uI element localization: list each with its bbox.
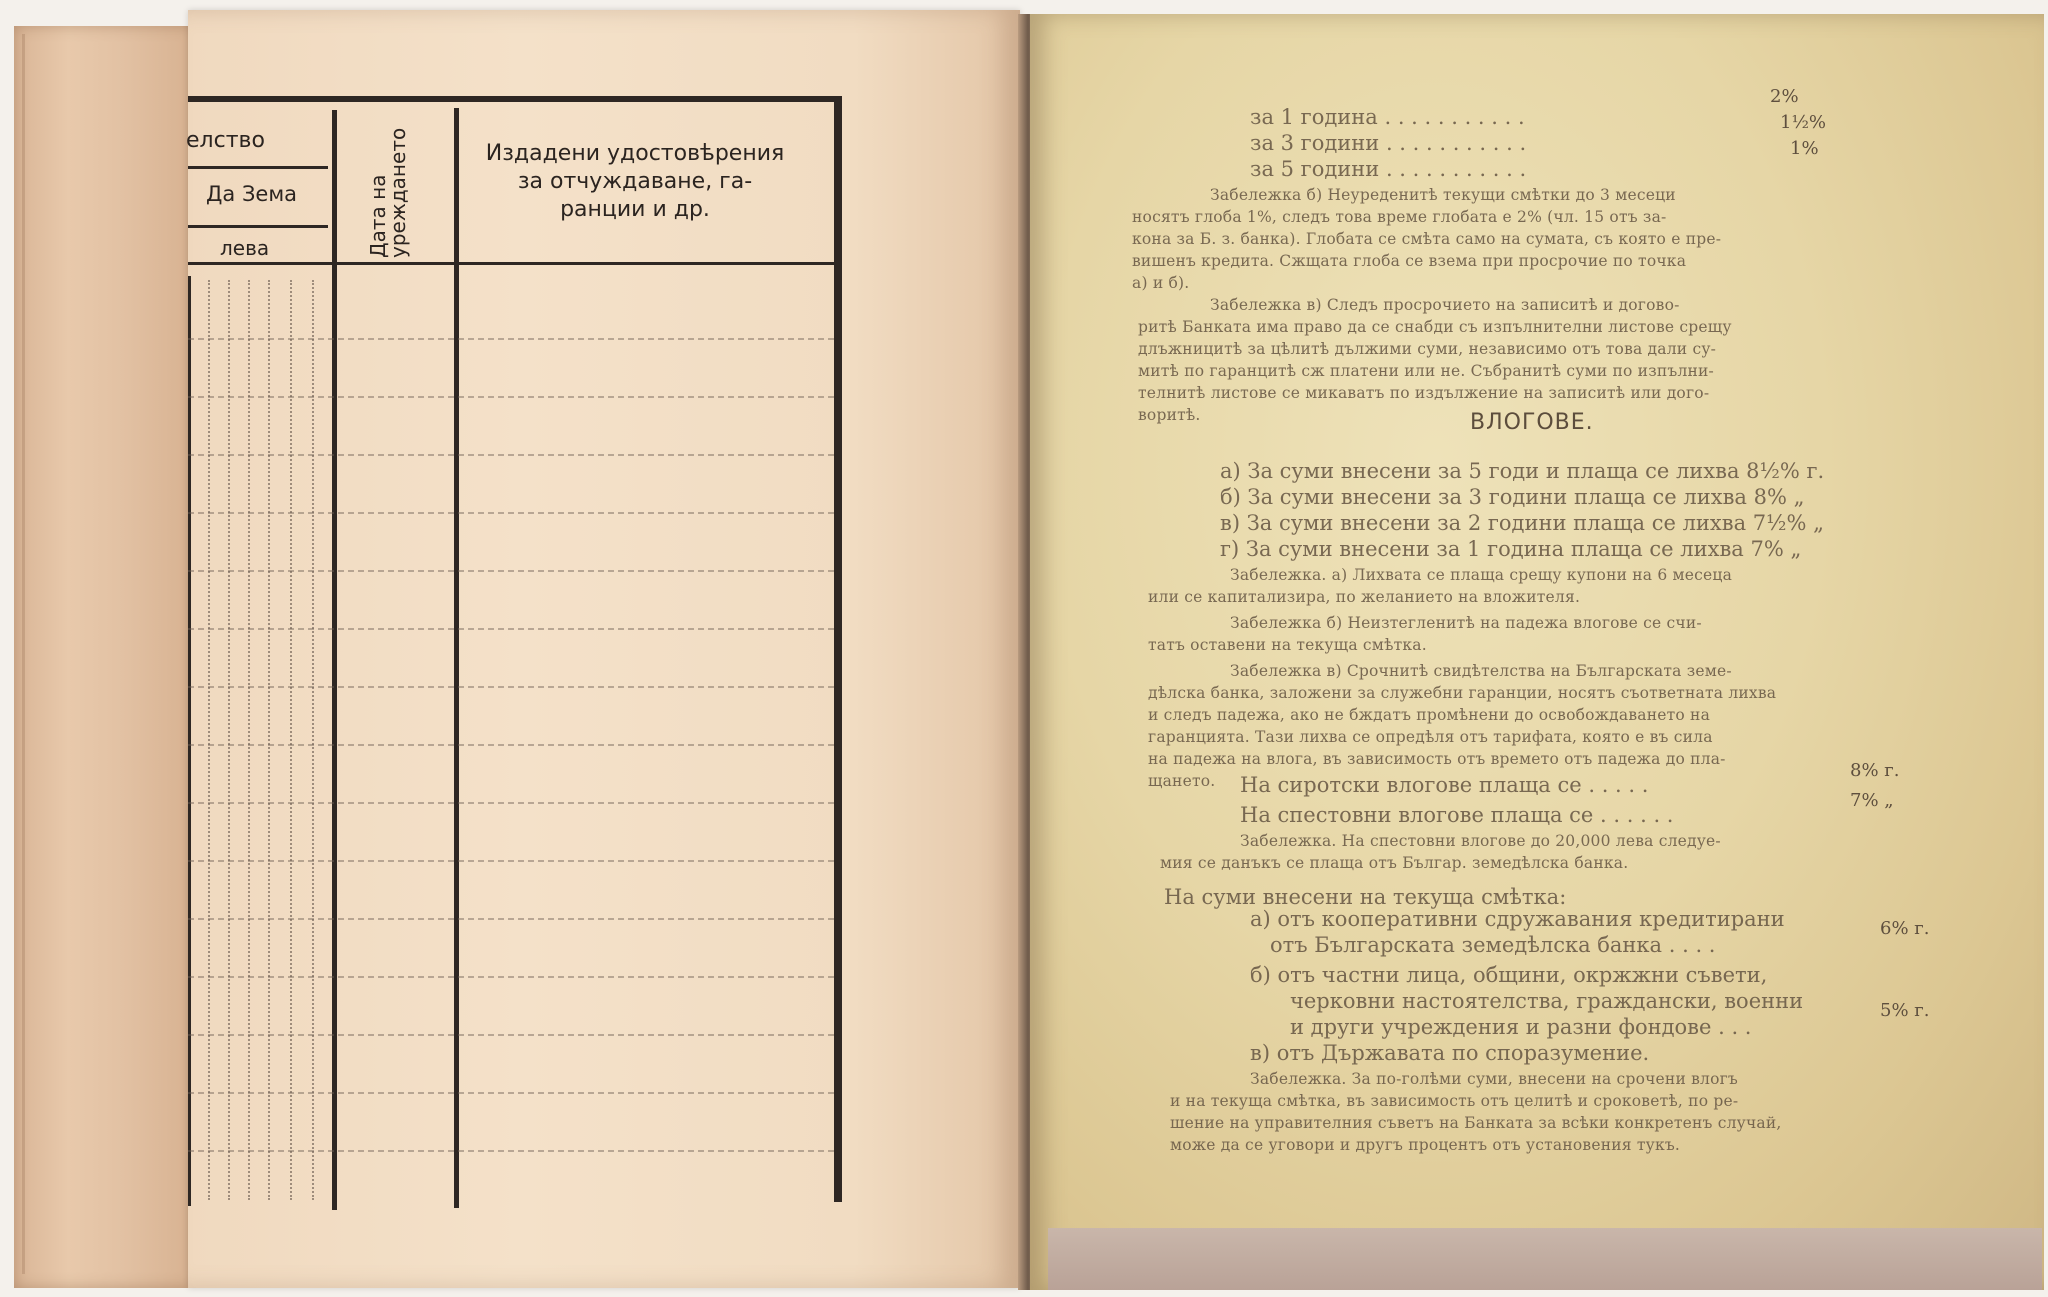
final-note-line: и на текуща смѣтка, въ зависимость отъ целитѣ и сроковетѣ, по ре-: [1170, 1092, 1739, 1110]
table-row-rule: [188, 628, 834, 630]
table-row-rule: [188, 686, 834, 688]
page-edges: [14, 26, 196, 1288]
current-account-rate: 5% г.: [1880, 1000, 1930, 1021]
col-header-quantity: елство: [186, 128, 265, 153]
table-row-rule: [188, 1150, 834, 1152]
table-row-rule: [188, 1034, 834, 1036]
savings-deposit-row: На спестовни влогове плаща се . . . . . .: [1240, 803, 1674, 827]
col-header-da-zema: Да Зема: [206, 182, 298, 206]
current-account-title: На суми внесени на текуща смѣтка:: [1164, 885, 1567, 909]
table-top-border: [188, 96, 840, 102]
table-row-rule: [188, 396, 834, 398]
cents-guide: [248, 280, 250, 1200]
deposit-note-line: на падежа на влога, въ зависимость отъ времето отъ падежа до пла-: [1148, 750, 1726, 768]
term-row: за 3 години . . . . . . . . . . .: [1250, 131, 1527, 155]
col-header-date: Дата на уреждането: [366, 127, 410, 258]
table-row-rule: [188, 860, 834, 862]
deposit-note-line: Забележка. а) Лихвата се плаща срещу купони на 6 месеца: [1230, 566, 1733, 584]
orphan-rate: 8% г.: [1850, 760, 1900, 781]
cents-guide: [268, 280, 270, 1200]
term-row: за 1 година . . . . . . . . . . .: [1250, 105, 1525, 129]
note-b-line: а) и б).: [1132, 274, 1190, 292]
table-row-rule: [188, 1092, 834, 1094]
note-b-line: Забележка б) Неуреденитѣ текущи смѣтки до 3 месеци: [1210, 186, 1676, 204]
final-note-line: Забележка. За по-голѣми суми, внесени на срочени влогъ: [1250, 1070, 1738, 1088]
orphan-deposit-row: На сиротски влогове плаща се . . . . .: [1240, 773, 1649, 797]
header-sub-rule-1: [188, 166, 328, 169]
note-v-line: длъжницитѣ за цѣлитѣ дължими суми, независимо отъ това дали су-: [1138, 340, 1717, 358]
term-rate: 1%: [1790, 138, 1819, 159]
header-bottom-rule: [188, 262, 834, 265]
term-rate: 2%: [1770, 86, 1799, 107]
right-page-bottom-strip: [1048, 1228, 2042, 1290]
table-row-rule: [188, 802, 834, 804]
current-account-item: черковни настоятелства, граждански, военни: [1290, 989, 1804, 1013]
note-v-line: ритѣ Банката има право да се снабди съ изпълнителни листове срещу: [1138, 318, 1732, 336]
note-b-line: носятъ глоба 1%, следъ това време глобата е 2% (чл. 15 отъ за-: [1132, 208, 1667, 226]
savings-rate: 7% „: [1850, 790, 1894, 811]
current-account-item: б) отъ частни лица, общини, окржжни съвети,: [1250, 963, 1768, 987]
table-row-rule: [188, 454, 834, 456]
current-account-item: и други учреждения и разни фондове . . .: [1290, 1015, 1752, 1039]
savings-note-line: мия се данъкъ се плаща отъ Българ. земедѣлска банка.: [1160, 854, 1629, 872]
final-note-line: шение на управителния съветъ на Банката за всѣки конкретенъ случай,: [1170, 1114, 1782, 1132]
col-header-certificates: Издадени удостовѣрения за отчуждаване, га- ранции и др.: [485, 141, 785, 222]
deposit-note-line: щането.: [1148, 772, 1216, 790]
note-b-line: кона за Б. з. банка). Глобата се смѣта само на сумата, съ която е пре-: [1132, 230, 1722, 248]
table-row-rule: [188, 918, 834, 920]
note-v-line: митѣ по гаранцитѣ сж платени или не. Събранитѣ суми по изпълни-: [1138, 362, 1714, 380]
term-row: за 5 години . . . . . . . . . . .: [1250, 157, 1527, 181]
deposit-row: б) За суми внесени за 3 години плаща се лихва 8% „: [1220, 485, 1805, 509]
deposit-note-line: татъ оставени на текуща смѣтка.: [1148, 636, 1427, 654]
deposit-note-line: Забележка в) Срочнитѣ свидѣтелства на Българската земе-: [1230, 662, 1732, 680]
current-account-item: в) отъ Държавата по споразумение.: [1250, 1041, 1650, 1065]
deposit-note-line: и следъ падежа, ако не бждатъ промѣнени до освобождаването на: [1148, 706, 1711, 724]
column-divider-2: [454, 108, 459, 1208]
table-row-rule: [188, 744, 834, 746]
column-divider-1: [332, 110, 337, 1210]
table-right-border: [834, 96, 842, 1202]
deposit-row: а) За суми внесени за 5 годи и плаща се лихва 8½% г.: [1220, 459, 1825, 483]
table-row-rule: [188, 512, 834, 514]
current-account-item: отъ Българската земедѣлска банка . . . .: [1270, 933, 1716, 957]
header-sub-rule-2: [188, 225, 328, 228]
table-row-rule: [188, 338, 834, 340]
deposit-note-line: Забележка б) Неизтегленитѣ на падежа влогове се счи-: [1230, 614, 1702, 632]
current-account-item: а) отъ кооперативни сдружавания кредитирани: [1250, 907, 1785, 931]
cents-guide: [290, 280, 292, 1200]
note-v-line: телнитѣ листове се микаватъ по издължение на записитѣ или дого-: [1138, 384, 1710, 402]
final-note-line: може да се уговори и другъ процентъ отъ установения тукъ.: [1170, 1136, 1681, 1154]
note-b-line: вишенъ кредита. Сжщата глоба се взема при просрочие по точка: [1132, 252, 1687, 270]
table-row-rule: [188, 976, 834, 978]
term-rate: 1½%: [1780, 112, 1827, 133]
savings-note-line: Забележка. На спестовни влогове до 20,000 лева следуе-: [1240, 832, 1721, 850]
note-v-line: Забележка в) Следъ просрочието на записитѣ и догово-: [1210, 296, 1680, 314]
deposit-note-line: или се капитализира, по желанието на вложителя.: [1148, 588, 1581, 606]
column-divider-left: [188, 276, 191, 1206]
cents-guide: [228, 280, 230, 1200]
deposit-note-line: дѣлска банка, заложени за служебни гаранции, носятъ съответната лихва: [1148, 684, 1777, 702]
current-account-rate: 6% г.: [1880, 918, 1930, 939]
table-row-rule: [188, 570, 834, 572]
deposit-row: в) За суми внесени за 2 години плаща се лихва 7½% „: [1220, 511, 1824, 535]
note-v-line: воритѣ.: [1138, 406, 1201, 424]
deposit-row: г) За суми внесени за 1 година плаща се лихва 7% „: [1220, 537, 1802, 561]
deposit-note-line: гаранцията. Тази лихва се опредѣля отъ тарифата, която е въ сила: [1148, 728, 1713, 746]
cents-guide: [312, 280, 314, 1200]
col-header-leva: лева: [220, 236, 270, 260]
cents-guide: [208, 280, 210, 1200]
section-title-deposits: ВЛОГОВЕ.: [1470, 410, 1594, 435]
